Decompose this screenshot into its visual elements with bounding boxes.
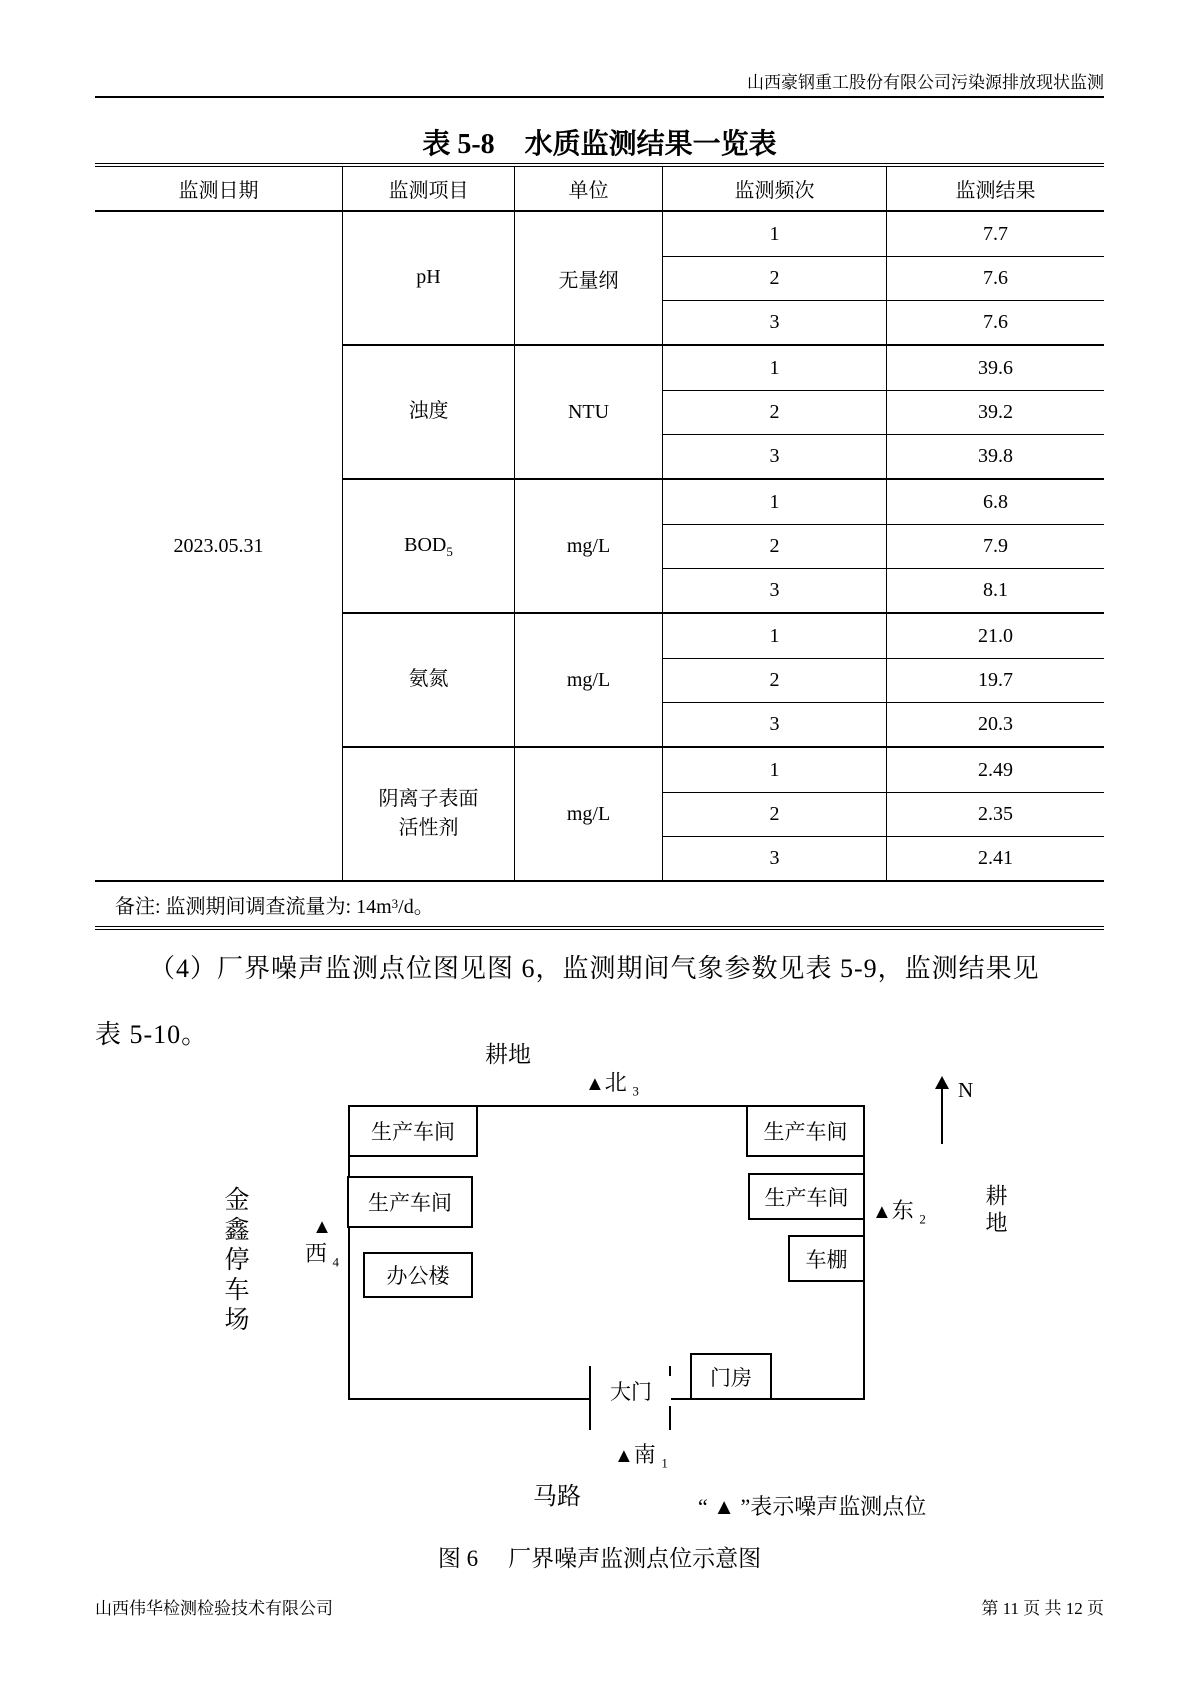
result-cell: 2.41 <box>978 847 1013 869</box>
parking-lot-label: 金鑫停车场 <box>221 1186 248 1336</box>
param-cell <box>343 748 515 880</box>
result-cell: 21.0 <box>978 624 1013 647</box>
result-cell: 7.9 <box>983 535 1008 557</box>
page-header: 山西豪钢重工股份有限公司污染源排放现状监测 <box>747 73 1104 92</box>
east-label: 东 <box>891 1198 914 1223</box>
table-section-ammonia <box>343 612 1104 746</box>
unit-cell: mg/L <box>515 480 663 612</box>
noise-point-icon: ▲ <box>312 1216 332 1238</box>
note-tail: /d。 <box>398 895 434 918</box>
col-header-frequency: 监测频次 <box>663 167 887 210</box>
paragraph-line-2: 表 5-10。 <box>95 1020 209 1049</box>
table-row <box>663 792 1104 836</box>
figure-caption-text: 厂界噪声监测点位示意图 <box>508 1546 762 1571</box>
result-cell: 7.6 <box>983 267 1008 289</box>
table-row <box>663 390 1104 434</box>
workshop-box-mid-right: 生产车间 <box>748 1173 865 1220</box>
freq-cell: 2 <box>663 793 887 836</box>
freq-cell: 2 <box>663 525 887 568</box>
table-row <box>663 346 1104 390</box>
table-body <box>95 212 1104 880</box>
result-cell: 19.7 <box>978 669 1013 691</box>
col-header-result: 监测结果 <box>955 180 1036 202</box>
result-cell: 2.35 <box>978 803 1013 825</box>
table-row <box>663 836 1104 880</box>
param-cell <box>343 346 515 478</box>
workshop-box-top-left: 生产车间 <box>348 1105 478 1157</box>
table-row <box>663 480 1104 524</box>
gate-label: 大门 <box>591 1376 671 1406</box>
col-header-item: 监测项目 <box>343 167 515 210</box>
table-row <box>663 702 1104 746</box>
result-cell: 6.8 <box>983 490 1008 513</box>
param-cell <box>343 614 515 746</box>
legend-open-quote: “ <box>698 1494 714 1519</box>
header-rule <box>95 96 1104 98</box>
freq-cell: 1 <box>663 748 887 792</box>
noise-point-icon: ▲ <box>872 1201 892 1223</box>
gatehouse-box: 门房 <box>690 1353 772 1400</box>
freq-cell: 1 <box>663 346 887 390</box>
north-label: 北 <box>604 1070 627 1095</box>
south-label: 南 <box>633 1442 656 1467</box>
param-cell <box>343 480 515 612</box>
noise-point-north <box>585 1066 639 1099</box>
freq-result-rows <box>663 480 1104 612</box>
figure-legend <box>698 1490 926 1521</box>
west-label: 西 <box>304 1241 327 1266</box>
table-section-turbidity <box>343 344 1104 478</box>
freq-result-rows <box>663 212 1104 344</box>
table-row <box>663 256 1104 300</box>
param-label: 浊度 <box>408 399 449 422</box>
paragraph-line-1: （4）厂界噪声监测点位图见图 6，监测期间气象参数见表 5-9，监测结果见 <box>149 954 1040 983</box>
noise-point-west <box>300 1212 344 1271</box>
freq-result-rows <box>663 748 1104 880</box>
table-row <box>663 614 1104 658</box>
result-cell: 7.7 <box>983 222 1008 245</box>
freq-result-rows <box>663 346 1104 478</box>
bike-shed-box: 车棚 <box>788 1235 865 1282</box>
boundary-bottom-left <box>348 1398 591 1400</box>
freq-cell: 3 <box>663 569 887 612</box>
result-cell: 20.3 <box>978 713 1013 735</box>
note-text: 备注: 监测期间调查流量为: 14m <box>115 895 392 918</box>
note-superscript: 3 <box>391 896 399 911</box>
unit-cell: mg/L <box>515 614 663 746</box>
workshop-box-mid-left: 生产车间 <box>347 1176 473 1228</box>
result-cell: 2.49 <box>978 758 1013 781</box>
road-label: 马路 <box>533 1484 581 1510</box>
freq-cell: 2 <box>663 659 887 702</box>
farmland-label-right: 耕地 <box>983 1184 1008 1238</box>
table-title-number: 表 5-8 <box>422 129 495 160</box>
unit-cell: mg/L <box>515 748 663 880</box>
table-section-ph <box>343 212 1104 344</box>
table-row <box>663 748 1104 792</box>
freq-cell: 2 <box>663 257 887 300</box>
table-note <box>95 880 1104 930</box>
table-main <box>343 212 1104 880</box>
result-cell: 39.6 <box>978 356 1013 379</box>
param-label: pH <box>416 265 441 288</box>
result-cell: 39.2 <box>978 401 1013 423</box>
south-point-number: 1 <box>661 1455 668 1471</box>
col-header-date: 监测日期 <box>95 167 343 210</box>
north-arrow-label: N <box>958 1078 974 1102</box>
office-building-box: 办公楼 <box>363 1252 473 1298</box>
freq-result-rows <box>663 614 1104 746</box>
table-section-bod5 <box>343 478 1104 612</box>
param-subscript: 5 <box>446 543 453 559</box>
table-row <box>663 300 1104 344</box>
footer-page-number: 第 11 页 共 12 页 <box>981 1599 1104 1618</box>
north-arrow-head <box>935 1076 949 1089</box>
param-label: 阴离子表面 <box>378 788 479 811</box>
table-title-text: 水质监测结果一览表 <box>524 129 777 160</box>
table-row <box>663 658 1104 702</box>
table-header-row <box>95 163 1104 212</box>
result-cell: 39.8 <box>978 445 1013 467</box>
monitoring-date-cell: 2023.05.31 <box>95 212 343 880</box>
water-quality-table <box>95 163 1104 930</box>
table-row <box>663 212 1104 256</box>
table-title <box>95 122 1104 162</box>
param-label: 氨氮 <box>408 667 449 690</box>
freq-cell: 3 <box>663 837 887 880</box>
noise-point-icon: ▲ <box>614 1445 634 1467</box>
unit-cell: NTU <box>515 346 663 478</box>
param-label-line2: 活性剂 <box>398 816 459 839</box>
east-point-number: 2 <box>919 1211 926 1227</box>
freq-cell: 3 <box>663 703 887 746</box>
result-cell: 8.1 <box>983 579 1008 601</box>
noise-point-south <box>614 1438 668 1471</box>
north-arrow-line <box>941 1088 943 1144</box>
freq-cell: 2 <box>663 391 887 434</box>
noise-point-east <box>872 1194 926 1227</box>
noise-point-icon: ▲ <box>585 1073 605 1095</box>
north-point-number: 3 <box>632 1083 639 1099</box>
figure-caption <box>95 1540 1104 1573</box>
west-point-number: 4 <box>332 1254 339 1270</box>
unit-cell: 无量纲 <box>515 212 663 344</box>
freq-cell: 1 <box>663 212 887 256</box>
table-row <box>663 524 1104 568</box>
farmland-label-top: 耕地 <box>485 1042 531 1067</box>
workshop-box-top-right: 生产车间 <box>746 1105 865 1157</box>
result-cell: 7.6 <box>983 311 1008 333</box>
table-row <box>663 434 1104 478</box>
legend-text: ”表示噪声监测点位 <box>735 1494 927 1519</box>
freq-cell: 3 <box>663 301 887 344</box>
freq-cell: 1 <box>663 614 887 658</box>
param-label: BOD <box>404 533 447 556</box>
col-header-unit: 单位 <box>515 167 663 210</box>
table-row <box>663 568 1104 612</box>
freq-cell: 3 <box>663 435 887 478</box>
footer-company: 山西伟华检测检验技术有限公司 <box>95 1599 333 1618</box>
param-cell <box>343 212 515 344</box>
figure-caption-number: 图 6 <box>437 1546 479 1571</box>
freq-cell: 1 <box>663 480 887 524</box>
table-section-anionic-surfactant <box>343 746 1104 880</box>
noise-point-icon: ▲ <box>713 1494 736 1519</box>
